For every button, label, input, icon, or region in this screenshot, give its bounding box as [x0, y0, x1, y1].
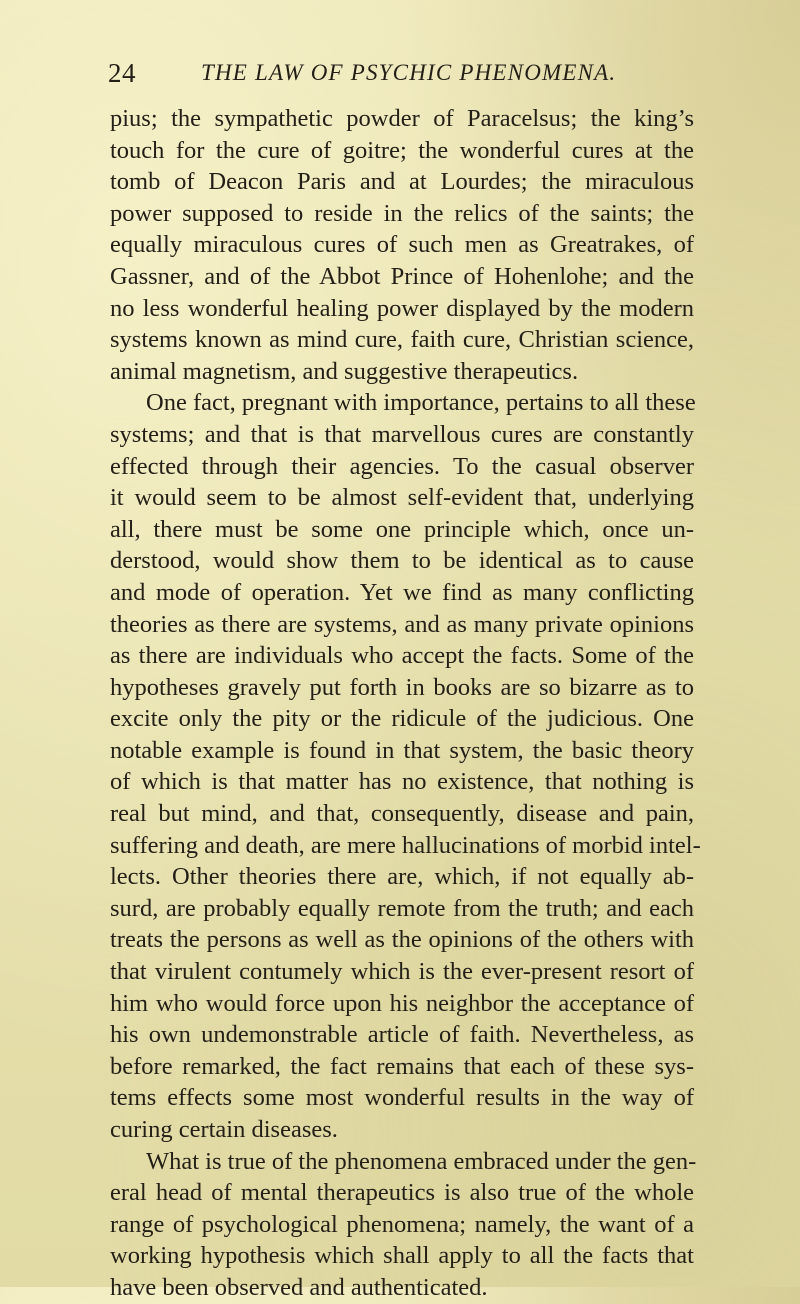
text-line: pius; the sympathetic powder of Paracelsus; the king’s: [110, 105, 694, 132]
text-line: What is true of the phenomena embraced under the gen-: [146, 1147, 697, 1175]
text-line: curing certain diseases.: [110, 1116, 338, 1143]
text-line: suffering and death, are mere hallucinations of morbid intel-: [110, 831, 701, 859]
text-line: notable example is found in that system, the basic theory: [110, 736, 694, 764]
text-line: his own undemonstrable article of faith. Nevertheless, as: [110, 1021, 694, 1049]
text-line: tems effects some most wonderful results in the way of: [110, 1084, 694, 1112]
text-line: treats the persons as well as the opinions of the others with: [110, 926, 694, 954]
text-line: Gassner, and of the Abbot Prince of Hohenlohe; and the: [110, 262, 694, 290]
text-line: it would seem to be almost self-evident that, underlying: [110, 484, 694, 512]
text-line: excite only the pity or the ridicule of the judicious. One: [110, 705, 694, 733]
page-number: 24: [108, 58, 136, 88]
text-line: and mode of operation. Yet we find as many conflicting: [110, 578, 694, 606]
text-line: effected through their agencies. To the casual observer: [110, 452, 694, 480]
text-line: One fact, pregnant with importance, pertains to all these: [146, 389, 696, 417]
text-line: touch for the cure of goitre; the wonderful cures at the: [110, 136, 694, 164]
text-line: power supposed to reside in the relics of the saints; the: [110, 199, 694, 227]
text-line: of which is that matter has no existence, that nothing is: [110, 768, 694, 796]
text-line: theories as there are systems, and as many private opinions: [110, 610, 694, 638]
text-line: equally miraculous cures of such men as Greatrakes, of: [110, 231, 694, 259]
text-line: that virulent contumely which is the ever-present resort of: [110, 958, 694, 986]
text-line: derstood, would show them to be identical as to cause: [110, 547, 694, 575]
text-line: working hypothesis which shall apply to all the facts that: [110, 1242, 694, 1270]
text-line: hypotheses gravely put forth in books are so bizarre as to: [110, 673, 694, 701]
text-line: lects. Other theories there are, which, if not equally ab-: [110, 863, 694, 891]
text-line: as there are individuals who accept the facts. Some of the: [110, 642, 694, 670]
running-head-title: THE LAW OF PSYCHIC PHENOMENA.: [201, 60, 617, 85]
text-line: surd, are probably equally remote from the truth; and each: [110, 894, 694, 922]
text-line: range of psychological phenomena; namely, the want of a: [110, 1210, 694, 1238]
text-line: eral head of mental therapeutics is also true of the whole: [110, 1179, 694, 1207]
text-line: no less wonderful healing power displayed by the modern: [110, 294, 694, 322]
text-line: all, there must be some one principle which, once un-: [110, 515, 694, 543]
text-line: before remarked, the fact remains that each of these sys-: [110, 1052, 694, 1080]
body-text: [110, 103, 701, 1304]
text-line: real but mind, and that, consequently, disease and pain,: [110, 800, 694, 828]
text-line: systems known as mind cure, faith cure, Christian science,: [110, 326, 694, 354]
running-head: [108, 58, 694, 92]
text-line: tomb of Deacon Paris and at Lourdes; the miraculous: [110, 168, 694, 196]
text-line: have been observed and authenticated.: [110, 1273, 488, 1301]
text-line: systems; and that is that marvellous cures are constantly: [110, 420, 694, 448]
text-line: him who would force upon his neighbor the acceptance of: [110, 989, 694, 1017]
text-line: animal magnetism, and suggestive therapeutics.: [110, 357, 579, 385]
